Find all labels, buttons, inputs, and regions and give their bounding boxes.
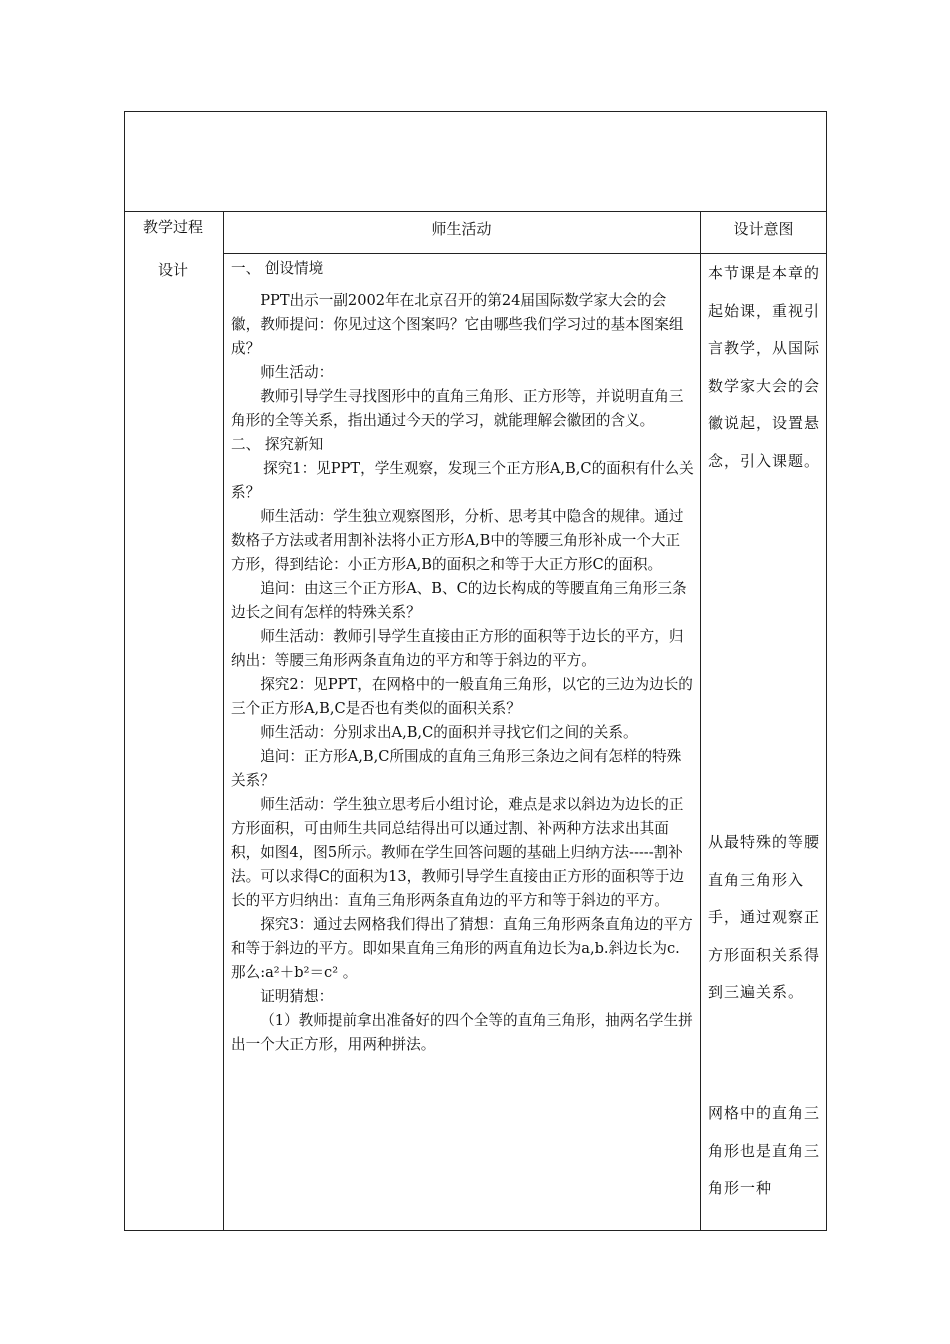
- col-divider-2: [700, 211, 701, 1230]
- paragraph: 追问：正方形A,B,C所围成的直角三角形三条边之间有怎样的特殊关系？: [231, 748, 682, 789]
- paragraph: PPT出示一副2002年在北京召开的第24届国际数学家大会的会徽，教师提问：你见过这个图案吗？它由哪些我们学习过的基本图案组成？: [231, 292, 684, 357]
- paragraph-text: 探究3：通过去网格我们得出了猜想：直角三角形两条直角边的平方和等于斜边的平方。即如果直角三角形的两直角边长为a,b.斜边长为c. 那么:: [231, 916, 693, 981]
- paragraph: 师生活动：学生独立思考后小组讨论，难点是求以斜边为边长的正方形面积，可由师生共同总结得出可以通过割、补两种方法求出其面积，如图4，图5所示。教师在学生回答问题的基础上归纳方法-----割补法。可以求得C的面积为13，教师引导学生直接由正方形的面积等于边长的平方归纳出：直角三角形两条直角边的平方和等于斜边的平方。: [231, 796, 684, 909]
- paragraph: 师生活动：教师引导学生直接由正方形的面积等于边长的平方，归纳出：等腰三角形两条直角边的平方和等于斜边的平方。: [231, 628, 684, 669]
- paragraph: 探究2：见PPT，在网格中的一般直角三角形，以它的三边为边长的三个正方形A,B,C是否也有类似的面积关系？: [231, 676, 693, 717]
- process-label: 设计: [157, 261, 188, 279]
- paragraph: （1）教师提前拿出准备好的四个全等的直角三角形，抽两名学生拼出一个大正方形，用两种拼法。: [231, 1012, 693, 1053]
- intent-note-3: 网格中的直角三角形也是直角三角形一种: [708, 1104, 821, 1197]
- header-intent: 设计意图: [733, 220, 794, 238]
- header-process: 教学过程: [142, 218, 203, 236]
- paragraph: 教师引导学生寻找图形中的直角三角形、正方形等，并说明直角三角形的全等关系，指出通过今天的学习，就能理解会徽团的含义。: [231, 388, 684, 429]
- pythagorean-formula: a²＋b²＝c²: [265, 964, 339, 981]
- paragraph: 探究3：通过去网格我们得出了猜想：直角三角形两条直角边的平方和等于斜边的平方。即如果直角三角形的两直角边长为a,b.斜边长为c. 那么:a²＋b²＝c² 。: [231, 916, 693, 981]
- intent-note-2: 从最特殊的等腰直角三角形入手，通过观察正方形面积关系得到三遍关系。: [708, 833, 821, 1001]
- section-title-1: 一、 创设情境: [231, 260, 324, 277]
- paragraph: 追问：由这三个正方形A、B、C的边长构成的等腰直角三角形三条边长之间有怎样的特殊关系？: [231, 580, 687, 621]
- intent-note-1: 本节课是本章的起始课，重视引言教学，从国际数学家大会的会徽说起，设置悬念，引入课题。: [708, 264, 821, 470]
- paragraph: 证明猜想：: [260, 988, 334, 1005]
- header-activities: 师生活动: [431, 220, 492, 238]
- row-divider-top: [125, 211, 826, 212]
- paragraph: 探究1：见PPT，学生观察，发现三个正方形A,B,C的面积有什么关系？: [231, 460, 694, 501]
- col-divider-1: [223, 211, 224, 1230]
- header-underline: [223, 253, 826, 254]
- activities-cell: [231, 257, 694, 1057]
- section-title-2: 二、 探究新知: [231, 436, 324, 453]
- paragraph: 师生活动：分别求出A,B,C的面积并寻找它们之间的关系。: [260, 724, 638, 741]
- paragraph: 师生活动：: [260, 364, 334, 381]
- paragraph: 师生活动：学生独立观察图形，分析、思考其中隐含的规律。通过数格子方法或者用割补法将小正方形A,B中的等腰三角形补成一个大正方形，得到结论：小正方形A,B的面积之和等于大正方形C的面积。: [231, 508, 684, 573]
